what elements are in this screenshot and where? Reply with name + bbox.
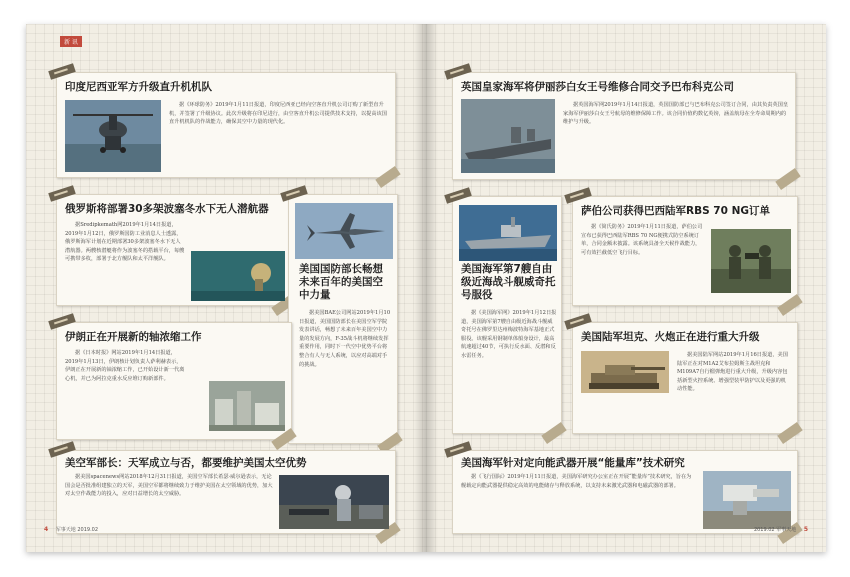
section-tag: 新 讯 [60, 36, 82, 47]
ribbon-decoration [444, 187, 472, 204]
article-body: 据美国spacenews网站2018年12月31日报道，美国空军部长希瑟·威尔逊表示，无论国会是否批准组建独立的天军，美国空军都将继续致力于维护美国在太空领域的优势，加大对太空作战能力的投入，应对日益增长的太空威胁。 [65, 474, 273, 498]
ribbon-decoration [444, 63, 472, 80]
article-title: 美国国防部长畅想未来百年的美国空中力量 [299, 263, 383, 301]
article-card [56, 322, 292, 440]
article-card [452, 450, 798, 534]
aircraft-carrier-photo [461, 99, 555, 173]
laser-weapon-photo [703, 471, 791, 529]
article-title: 俄罗斯将部署30多架波塞冬水下无人潜航器 [65, 203, 269, 215]
page-number: 5 [803, 526, 808, 533]
ribbon-decoration [280, 185, 308, 202]
article-body: 据《日本时报》网站2019年1月14日报道，2019年1月13日，伊朗核计划负责人萨利赫表示，伊朗正在开展新的铀浓缩工作，已开始设计新一代离心机，并已为阿拉克重水反应堆订购新部件。 [65, 350, 185, 382]
article-title: 萨伯公司获得巴西陆军RBS 70 NG订单 [581, 205, 770, 217]
page-number: 4 [44, 526, 49, 533]
page-folio [754, 526, 808, 533]
article-body: 据《简氏防务》2019年1月11日报道，萨伯公司宣布已获得巴西陆军RBS 70 NG便携式防空系统订单，合同金额未披露。该系统具备全天候作战能力，可有效拦截低空飞行目标。 [581, 224, 703, 256]
air-defense-soldiers-photo [711, 229, 791, 293]
page-folio [44, 526, 98, 533]
space-force-photo [279, 475, 389, 529]
page-gutter [414, 24, 438, 552]
article-card [452, 72, 796, 180]
article-card [56, 450, 396, 534]
ribbon-decoration [564, 313, 592, 330]
article-body: 据《飞行国际》2019年1月11日报道，美国海军研究办公室正在开展“能量库”技术研究，旨在为舰载定向能武器提供稳定高效的电能储存与释放系统，以支持未来激光武器和电磁武器的部署。 [461, 474, 692, 489]
helicopter-photo [65, 100, 161, 172]
article-title: 美国海军第7艘自由级近海战斗舰威奇托号服役 [461, 263, 556, 301]
article-title: 美空军部长：天军成立与否，都要维护美国太空优势 [65, 457, 307, 469]
article-body: 据英国海军网2019年1月14日报道，英国国防部已与巴布科克公司签订合同，由其负责英国皇家海军伊丽莎白女王号航母的维修保障工作。该合同价值约数亿英镑，涵盖航母在全寿命周期内的维护与升级。 [563, 102, 789, 126]
article-title: 印度尼西亚军方升级直升机机队 [65, 81, 212, 93]
ribbon-decoration [444, 441, 472, 458]
article-body: 据美国BAE公司网站2019年1月10日报道，美国国防部长在美国空军学院发表讲话，畅想了未来百年美国空中力量的发展方向，F-35战斗机将继续发挥重要作用，同时下一代空中优势平台将整合有人与无人系统，以应对高端对手的挑战。 [299, 310, 391, 368]
left-page [26, 24, 426, 552]
corner-tab [777, 294, 802, 316]
combat-ship-photo [459, 205, 557, 261]
right-page [426, 24, 826, 552]
folio-text: 军事天地 2019.02 [55, 527, 99, 533]
article-card [56, 194, 292, 306]
tank-photo [581, 351, 669, 393]
article-title: 美国海军针对定向能武器开展“能量库”技术研究 [461, 457, 685, 469]
fighter-jet-photo [295, 203, 393, 259]
article-title: 英国皇家海军将伊丽莎白女王号维修合同交予巴布科克公司 [461, 81, 734, 93]
article-body: 据《环球防务》2019年1月11日报道，印度尼西亚已经向空客直升机公司订购了新型直升机，并签署了升级协议。此次升级将在印尼进行，由空客直升机公司提供技术支持，以提高该国直升机机队的作战能力，确保其空中力量的现代化。 [169, 102, 387, 126]
submarine-drone-photo [191, 251, 285, 301]
ribbon-decoration [48, 313, 76, 330]
article-card [288, 194, 398, 444]
ribbon-decoration [48, 185, 76, 202]
article-card [572, 322, 798, 434]
ribbon-decoration [48, 63, 76, 80]
article-title: 伊朗正在开展新的轴浓缩工作 [65, 331, 202, 343]
article-body: 据美国陆军网站2019年1月16日报道，美国陆军正在对M1A2艾布拉姆斯主战坦克和M109A7自行榴弹炮进行重大升级，升级内容包括新型火控系统、增强型装甲防护以及更强的机动性能。 [677, 352, 788, 393]
ribbon-decoration [48, 441, 76, 458]
article-body: 据Sredipkemath网2019年1月14日报道，2019年1月12日，俄罗斯国防工业消息人士透露，俄罗斯海军计划在近期部署30多架波塞冬水下无人潜航器。两艘核潜艇将作为波塞冬的搭载平台，每艘可携带多枚，部署于北方舰队和太平洋舰队。 [65, 222, 185, 263]
nuclear-facility-photo [209, 381, 285, 431]
article-card [572, 196, 798, 306]
article-title: 美国陆军坦克、火炮正在进行重大升级 [581, 331, 760, 343]
ribbon-decoration [564, 187, 592, 204]
article-body: 据《美国海军网》2019年1月12日报道，美国海军第7艘自由级近海战斗舰威奇托号在佛罗里达州梅波特海军基地正式服役。该舰采用钢制单体船身设计，最高航速超过40节，可执行反水面、反潜和反水雷任务。 [461, 310, 557, 359]
article-card [56, 72, 396, 178]
folio-text: 2019.02 军事天地 [753, 527, 797, 533]
article-card [452, 196, 562, 434]
magazine-spread [26, 24, 826, 552]
